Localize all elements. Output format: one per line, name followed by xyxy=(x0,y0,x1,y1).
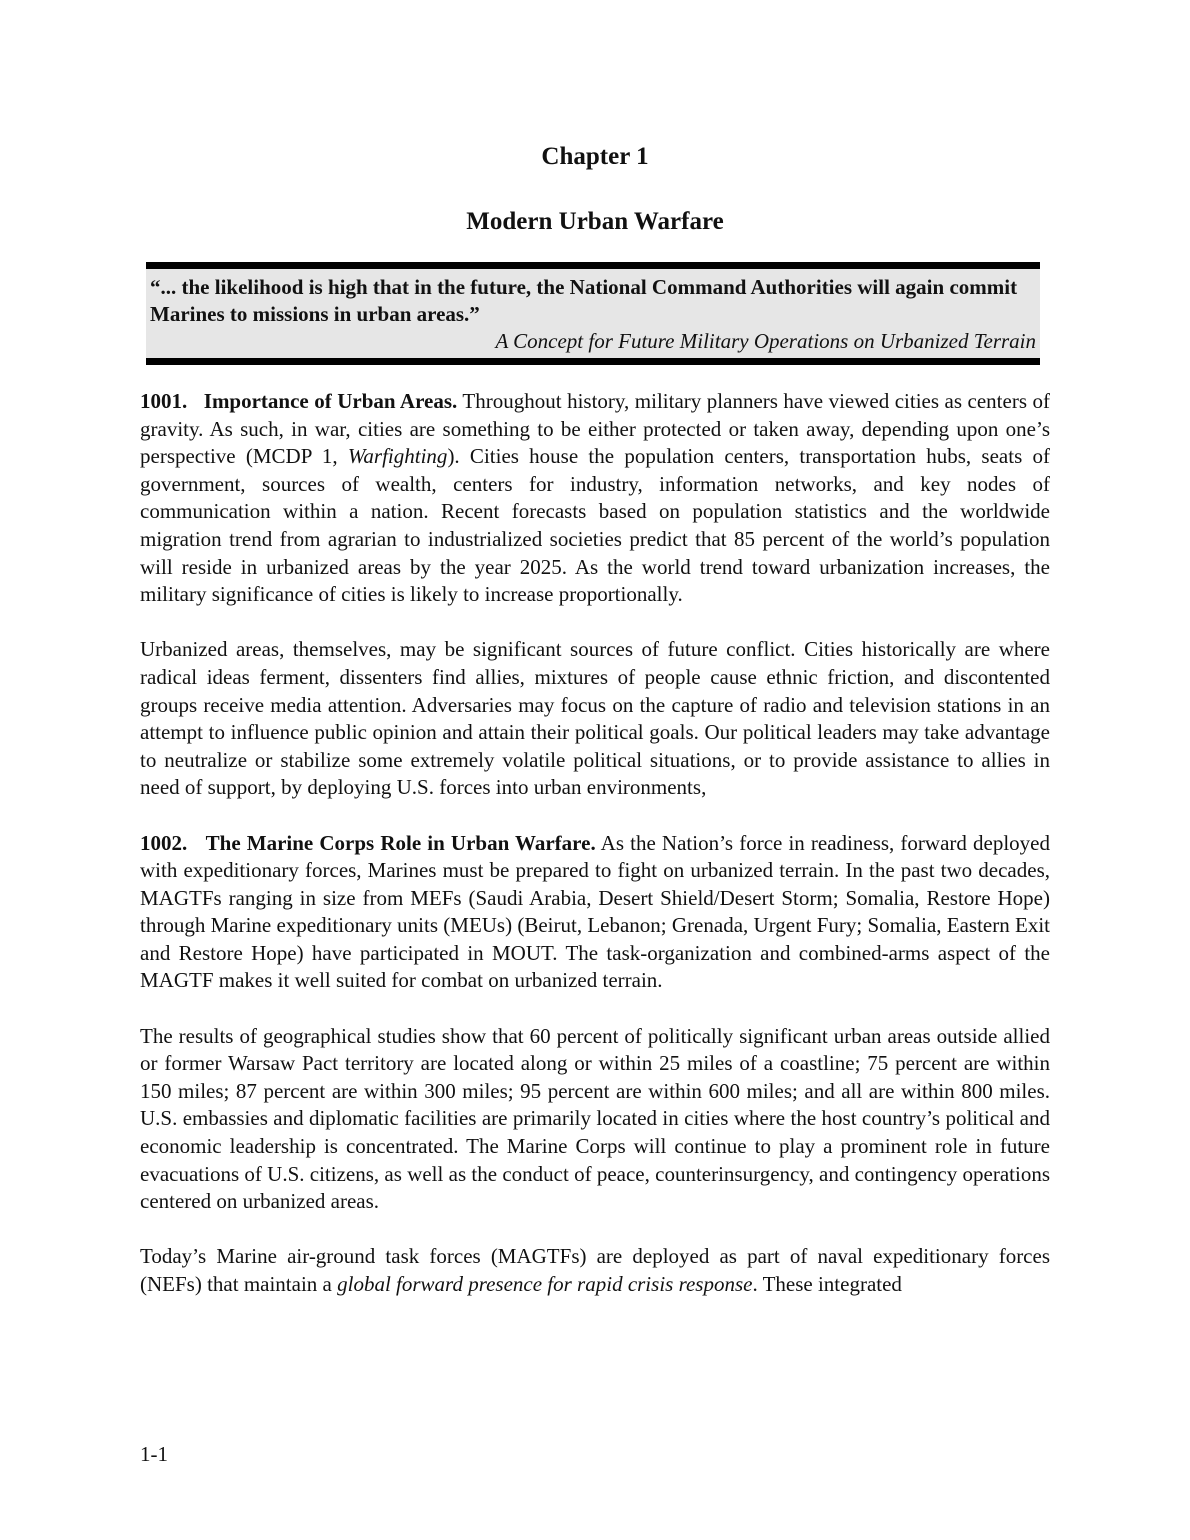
paragraph-1002 xyxy=(140,830,1050,996)
section-heading: The Marine Corps Role in Urban Warfare. xyxy=(205,830,596,855)
section-number: 1002. xyxy=(140,830,188,855)
chapter-label: Chapter 1 xyxy=(541,143,649,170)
paragraph-geographical-studies: The results of geographical studies show that 60 percent of politically significant urban areas outside allied or former Warsaw Pact territory are located along or within 25 miles of a coastline; 75 percent are within 150 miles; 87 percent are within 300 miles; 95 percent are within 600 miles; and all are within 800 miles. U.S. embassies and diplomatic facilities are primarily located in cities where the host country’s political and economic leadership is concentrated. The Marine Corps will continue to play a prominent role in future evacuations of U.S. citizens, as well as the conduct of peace, counterinsurgency, and contingency operations centered on urbanized areas. xyxy=(140,1023,1050,1214)
paragraph-text: ). Cities house the population centers, transportation hubs, seats of government, sources of wealth, centers for industry, information networks, and key nodes of communication within a nation. Recent forecasts based on population statistics and the worldwide migration trend from agrarian to industrialized societies predict that 85 percent of the world’s population will reside in urbanized areas by the year 2025. As the world trend toward urbanization increases, the military significance of cities is likely to increase proportionally. xyxy=(140,444,1050,607)
italic-text: Warfighting xyxy=(347,444,448,469)
paragraph-text: As the Nation’s force in readiness, forward deployed with expeditionary forces, Marines must be prepared to fight on urbanized terrain. In the past two decades, MAGTFs ranging in size from MEFs (Saudi Arabia, Desert Shield/Desert Storm; Somalia, Restore Hope) through Marine expeditionary units (MEUs) (Beirut, Lebanon; Grenada, Urgent Fury; Somalia, Eastern Exit and Restore Hope) have participated in MOUT. The task-organization and combined-arms aspect of the MAGTF makes it well suited for combat on urbanized terrain. xyxy=(140,830,1051,993)
body-text xyxy=(140,388,1050,1326)
paragraph-text: Today’s Marine air-ground task forces (MAGTFs) are deployed as part of naval expeditionary forces (NEFs) that maintain a xyxy=(140,1244,1050,1296)
chapter-title: Modern Urban Warfare xyxy=(466,208,724,235)
paragraph-urbanized-areas: Urbanized areas, themselves, may be significant sources of future conflict. Cities historically are where radical ideas ferment, dissenters find allies, mixtures of people cause ethnic friction, and discontented groups receive media attention. Adversaries may focus on the capture of radio and television stations in an attempt to influence public opinion and attain their political goals. Our political leaders may take advantage to neutralize or stabilize some extremely volatile political situations, or to provide assistance to allies in need of support, by deploying U.S. forces into urban environments, xyxy=(140,637,1050,800)
page-number: 1-1 xyxy=(140,1442,168,1466)
paragraph-text: . These integrated xyxy=(752,1272,902,1296)
paragraph-magtfs xyxy=(140,1243,1050,1298)
paragraph-text: Throughout history, military planners have viewed cities as centers of gravity. As such, in war, cities are something to be either protected or taken away, depending upon one’s perspective (MCDP 1, xyxy=(140,389,1050,469)
epigraph-quote: “... the likelihood is high that in the future, the National Command Authorities will again commit Marines to missions in urban areas.” xyxy=(150,275,1018,326)
paragraph-1001 xyxy=(140,388,1050,609)
italic-text: global forward presence for rapid crisis response xyxy=(337,1272,753,1296)
epigraph-box xyxy=(146,262,1040,365)
section-heading: Importance of Urban Areas. xyxy=(203,389,458,413)
epigraph-source: A Concept for Future Military Operations on Urbanized Terrain xyxy=(495,329,1036,353)
section-number: 1001. xyxy=(140,389,188,413)
